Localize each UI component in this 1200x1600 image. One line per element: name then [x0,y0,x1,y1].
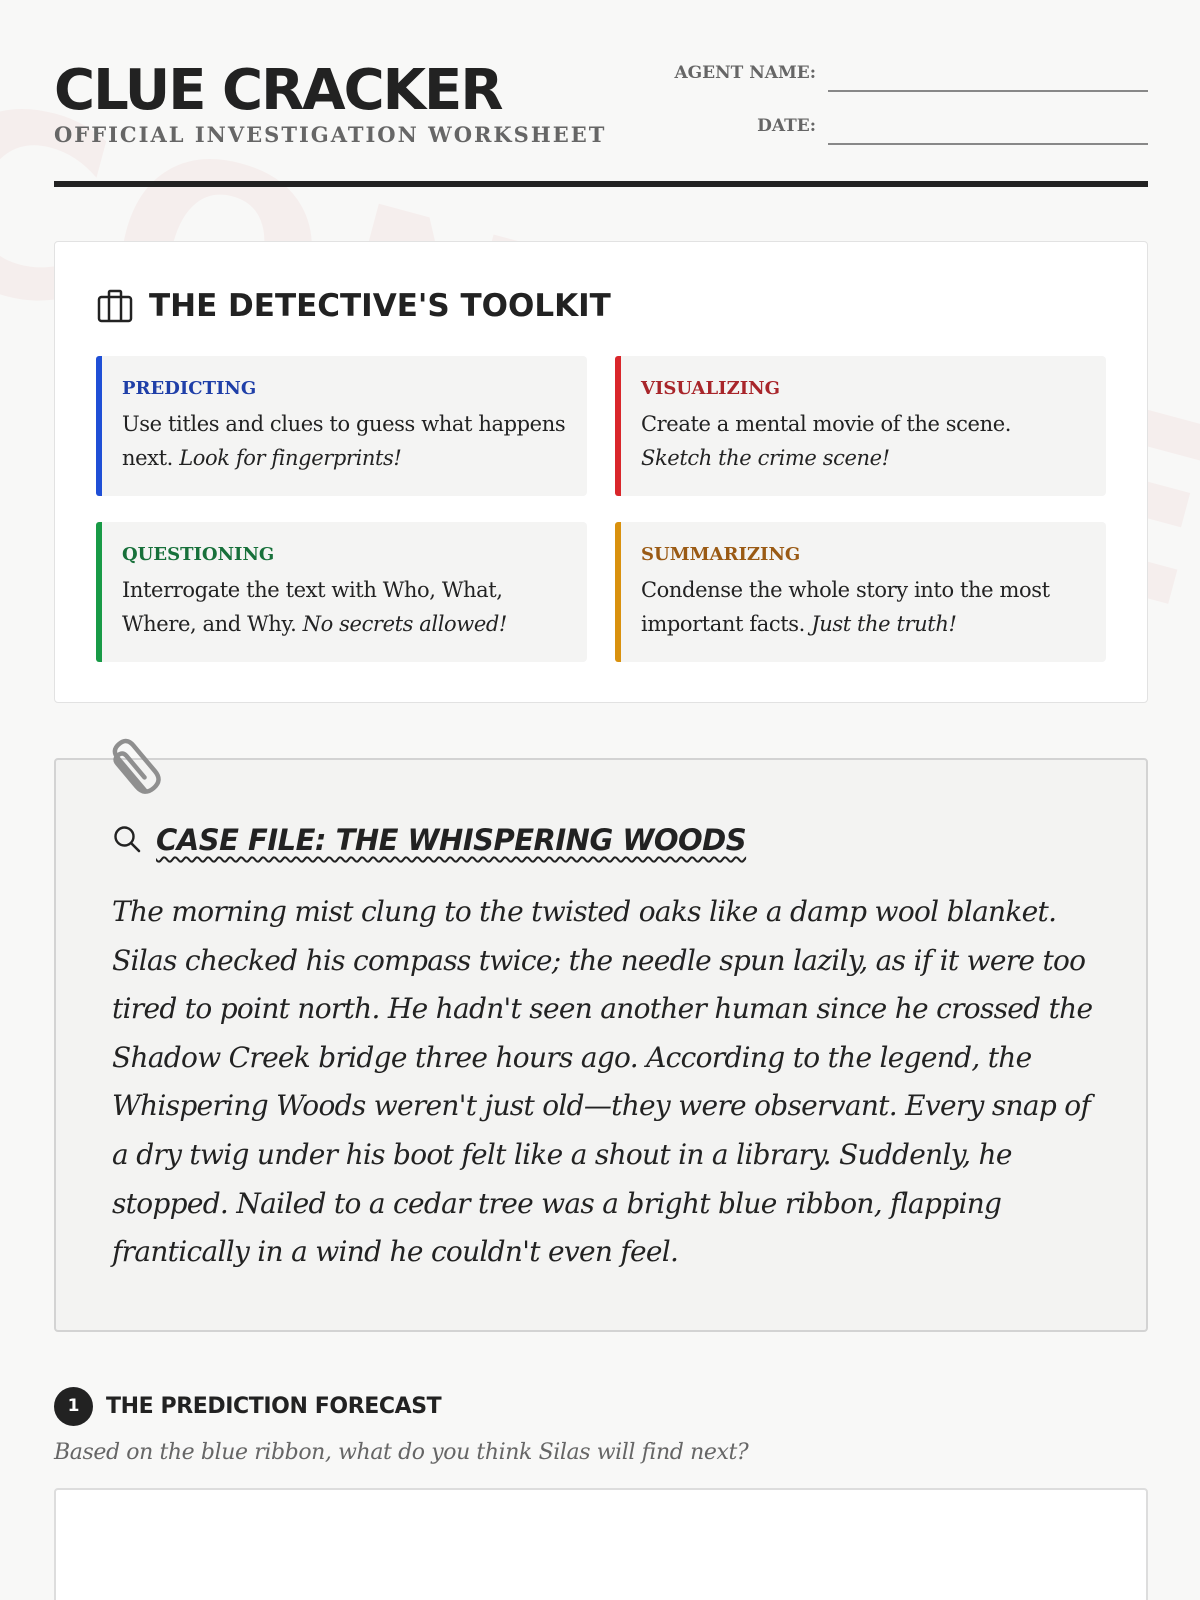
agent-name-label: AGENT NAME: [674,63,816,83]
strategy-card-visualizing [615,356,1106,496]
question-number-badge: 1 [54,1387,93,1426]
worksheet-title: CLUE CRACKER [54,58,502,123]
card-accent-bar [96,522,102,662]
card-text: Create a mental movie of the scene. Sketch the crime scene! [641,412,1011,470]
card-title: VISUALIZING [641,378,780,399]
card-accent-bar [615,356,621,496]
date-label: DATE: [757,116,816,136]
paperclip-icon [100,732,168,804]
detectives-toolkit [54,241,1148,703]
strategy-card-summarizing [615,522,1106,662]
card-text: Use titles and clues to guess what happens next. Look for fingerprints! [122,412,566,470]
card-tip: Just the truth! [811,612,957,636]
toolkit-title: THE DETECTIVE'S TOOLKIT [149,288,611,324]
worksheet-subtitle: OFFICIAL INVESTIGATION WORKSHEET [54,122,607,147]
card-tip: No secrets allowed! [302,612,507,636]
card-accent-bar [615,522,621,662]
question-prompt: Based on the blue ribbon, what do you think Silas will find next? [54,1440,749,1465]
header-rule [54,181,1148,187]
question-title: THE PREDICTION FORECAST [106,1394,442,1419]
card-accent-bar [96,356,102,496]
card-tip: Look for fingerprints! [179,446,402,470]
briefcase-icon [97,289,133,323]
strategy-card-questioning [96,522,587,662]
prediction-answer-box[interactable] [54,1488,1148,1600]
card-title: SUMMARIZING [641,544,801,565]
case-file-title: CASE FILE: THE WHISPERING WOODS [156,823,747,857]
card-tip: Sketch the crime scene! [641,446,890,470]
card-title: PREDICTING [122,378,257,399]
card-text: Condense the whole story into the most important facts. Just the truth! [641,578,1050,636]
worksheet-page [54,0,1148,1600]
case-file-panel [54,758,1148,1332]
magnifier-icon [112,824,142,854]
strategy-card-predicting [96,356,587,496]
card-text: Interrogate the text with Who, What, Where, and Why. No secrets allowed! [122,578,507,636]
case-file-passage: The morning mist clung to the twisted oaks like a damp wool blanket. Silas checked his compass twice; the needle spun lazily, as if it were too tired to point north. He hadn't seen another human since he crossed the Shadow Creek bridge three hours ago. According to the legend, the Whispering Woods weren't just old—they were observant. Every snap of a dry twig under his boot felt like a shout in a library. Suddenly, he stopped. Nailed to a cedar tree was a bright blue ribbon, flapping frantically in a wind he couldn't even feel. [112,895,1093,1269]
agent-name-field[interactable] [828,70,1148,92]
worksheet-header [54,50,1148,190]
date-field[interactable] [828,123,1148,145]
card-title: QUESTIONING [122,544,275,565]
